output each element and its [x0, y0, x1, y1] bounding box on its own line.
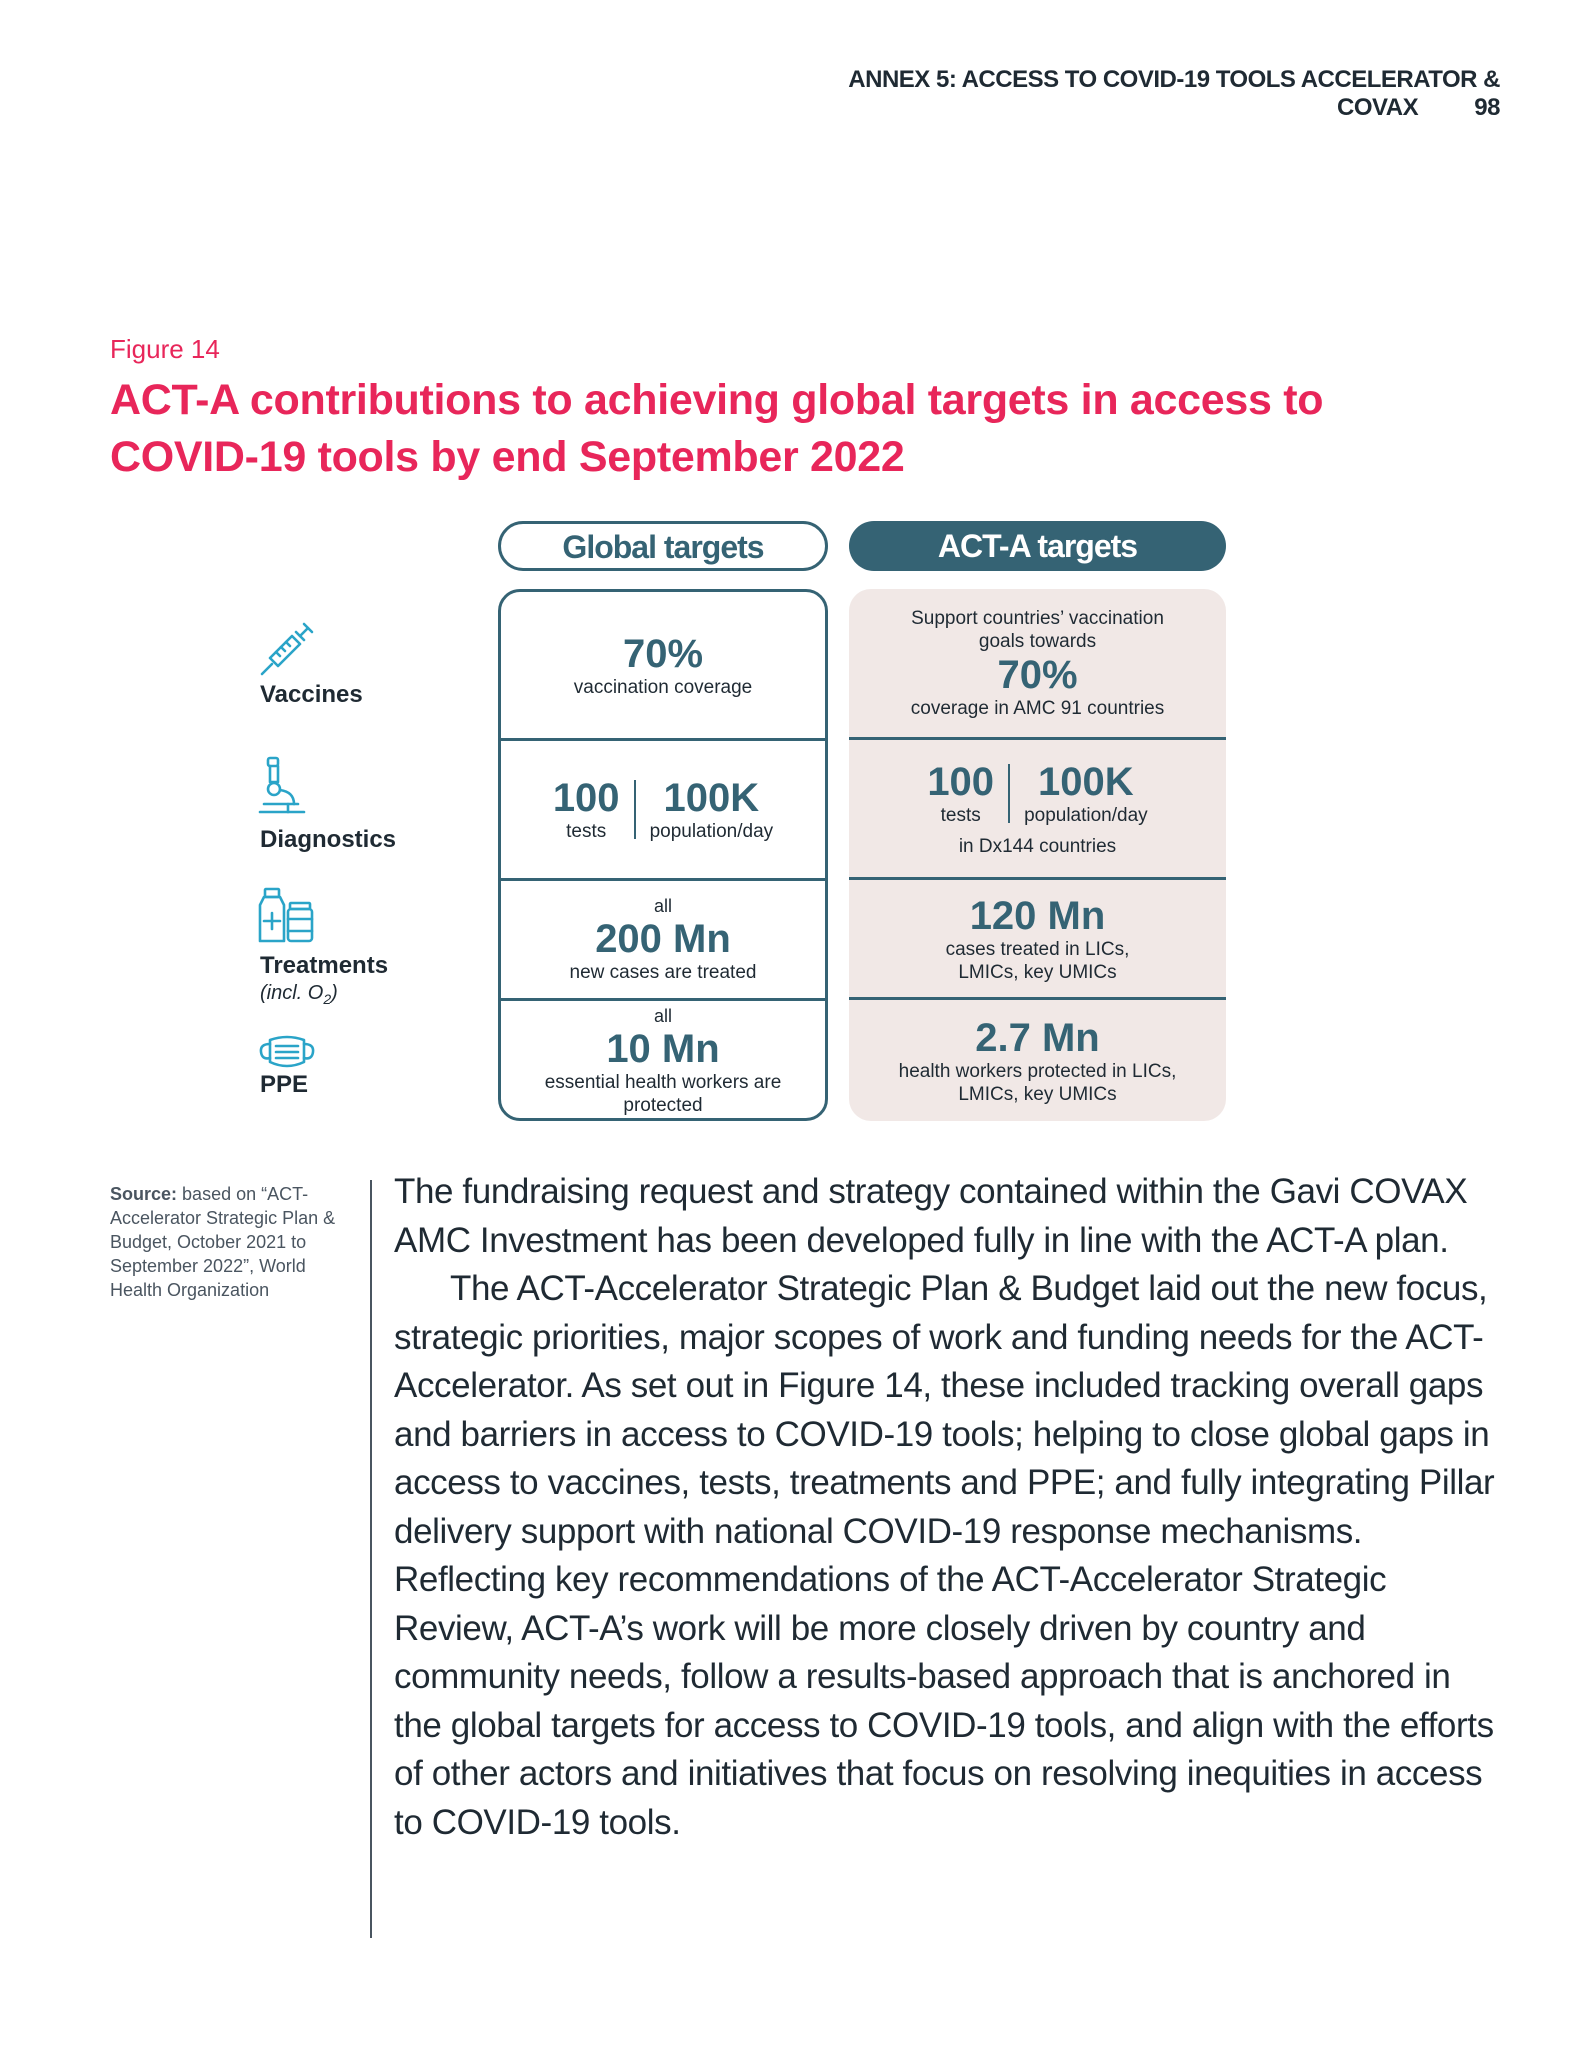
row-label-ppe: PPE — [260, 1071, 309, 1098]
global-diagnostics-cell — [501, 738, 825, 878]
global-ppe-value: 10 Mn — [606, 1027, 720, 1071]
acta-vaccines-pre: Support countries’ vaccination goals towards — [911, 607, 1164, 652]
section-title: ANNEX 5: ACCESS TO COVID-19 TOOLS ACCELERATOR & COVAX — [848, 66, 1500, 121]
acta-diag-tests-label: tests — [940, 804, 981, 826]
global-ppe-desc: essential health workers are protected — [544, 1072, 782, 1116]
global-diag-pop-value: 100K — [663, 776, 760, 820]
paragraph-1: The fundraising request and strategy contained within the Gavi COVAX AMC Investment has been developed fully in line with the ACT-A plan. — [394, 1172, 1468, 1260]
row-label-vaccines: Vaccines — [260, 681, 363, 708]
acta-diag-note: in Dx144 countries — [958, 835, 1117, 857]
body-text — [394, 1168, 1504, 1847]
acta-diag-pop-value: 100K — [1038, 759, 1134, 804]
figure-title: ACT-A contributions to achieving global targets in access to COVID-19 tools by end September 2022 — [110, 376, 1324, 481]
acta-vaccines-desc: coverage in AMC 91 countries — [910, 697, 1165, 719]
microscope-icon — [258, 756, 306, 816]
page-header — [800, 66, 1500, 122]
acta-treatments-desc: cases treated in LICs, LMICs, key UMICs — [945, 938, 1130, 983]
global-ppe-pre: all — [653, 1006, 672, 1026]
paragraph-2: The ACT-Accelerator Strategic Plan & Budget laid out the new focus, strategic priorities, major scopes of work and funding needs for the ACT-Accelerator. As set out in Figure 14, these included tracking overall gaps and barriers in access to COVID-19 tools; helping to close global gaps in access to vaccines, tests, treatments and PPE; and fully integrating Pillar delivery support with national COVID-19 response mechanisms. Reflecting key recommendations of the ACT-Accelerator Strategic Review, ACT-A’s work will be more closely driven by country and community needs, follow a results-based approach that is anchored in the global targets for access to COVID-19 tools, and align with the efforts of other actors and initiatives that focus on resolving inequities in access to COVID-19 tools. — [394, 1269, 1495, 1842]
global-ppe-cell — [501, 998, 825, 1121]
acta-vaccines-cell — [849, 589, 1226, 737]
source-label: Source: — [110, 1184, 178, 1204]
acta-targets-header: ACT-A targets — [849, 521, 1226, 571]
global-vaccines-value: 70% — [622, 631, 704, 676]
source-text: based on “ACT-Accelerator Strategic Plan & Budget, October 2021 to September 2022”, World Health Organization — [110, 1184, 336, 1300]
acta-targets-column — [849, 589, 1226, 1121]
medicine-bottles-icon — [258, 887, 316, 943]
global-targets-column — [498, 589, 828, 1121]
source-note — [110, 1182, 340, 1302]
global-vaccines-desc: vaccination coverage — [573, 676, 753, 698]
acta-ppe-value: 2.7 Mn — [975, 1015, 1100, 1060]
global-targets-header: Global targets — [498, 521, 828, 571]
acta-vaccines-value: 70% — [997, 652, 1078, 697]
global-diag-pop-label: population/day — [649, 821, 774, 842]
page-number: 98 — [1474, 94, 1500, 121]
face-mask-icon — [258, 1032, 316, 1072]
global-treatments-cell — [501, 878, 825, 998]
row-label-treatments: Treatments — [260, 952, 389, 979]
global-treatments-pre: all — [653, 896, 672, 916]
acta-treatments-value: 120 Mn — [969, 893, 1106, 938]
acta-diag-pop-label: population/day — [1024, 804, 1148, 826]
row-label-diagnostics: Diagnostics — [260, 826, 397, 853]
global-diag-tests-value: 100 — [552, 776, 620, 820]
acta-ppe-cell — [849, 997, 1226, 1121]
acta-ppe-desc: health workers protected in LICs, LMICs, key UMICs — [898, 1060, 1177, 1105]
figure-label: Figure 14 — [110, 334, 220, 364]
global-diag-tests-label: tests — [566, 821, 607, 842]
global-vaccines-cell — [501, 592, 825, 738]
row-sublabel-treatments: (incl. $O_2$) — [260, 982, 338, 1007]
global-treatments-desc: new cases are treated — [569, 962, 757, 983]
vertical-rule — [370, 1180, 372, 1938]
acta-diagnostics-cell — [849, 737, 1226, 877]
acta-treatments-cell — [849, 877, 1226, 997]
global-treatments-value: 200 Mn — [595, 917, 731, 961]
syringe-icon — [258, 622, 314, 678]
acta-diag-tests-value: 100 — [927, 759, 995, 804]
